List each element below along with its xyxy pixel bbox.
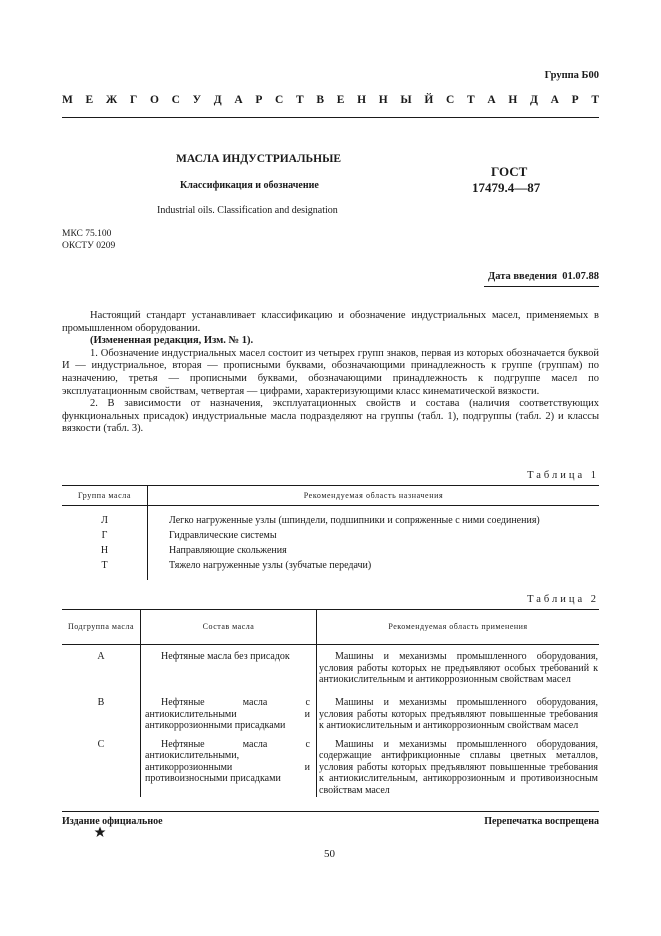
table2-cell-subgroup: С: [62, 733, 141, 798]
document-title: МАСЛА ИНДУСТРИАЛЬНЫЕ: [176, 153, 342, 165]
table-row: [62, 545, 599, 560]
table-2: [62, 609, 599, 797]
table2-cell-composition: [141, 691, 317, 733]
table2-cell-subgroup: В: [62, 691, 141, 733]
table-row: [62, 560, 599, 580]
classification-codes: [62, 228, 115, 252]
table-row: [62, 733, 599, 798]
table1-cell-purpose: Гидравлические системы: [169, 530, 277, 541]
composition-text: Нефтяные масла с антиокислительными и антикоррозионными присадками: [145, 697, 310, 731]
table2-caption: Таблица 2: [527, 594, 599, 605]
table-row: [62, 645, 599, 692]
date-intro-value: 01.07.88: [562, 271, 599, 282]
application-text: Машины и механизмы промышленного оборудования, содержащие антифрикционные сплавы цветных металлов, условия работы которых предъявляют повышенные требования к антиокислительным, антикоррозионным и противоизносным свойствам масел: [319, 738, 598, 796]
gost-label: ГОСТ: [491, 164, 528, 179]
table2-header-row: [62, 610, 599, 645]
mks-code: МКС 75.100: [62, 229, 112, 239]
date-underline: [484, 286, 599, 287]
table2-cell-application: [317, 691, 600, 733]
table2-cell-composition: [141, 645, 317, 692]
table1-cell-purpose: Легко нагруженные узлы (шпиндели, подшипники и сопряженные с ними соединения): [169, 515, 540, 526]
star-icon: [94, 826, 106, 838]
group-label: Группа Б00: [544, 70, 599, 81]
page-number: 50: [324, 848, 335, 860]
standard-header-title: М Е Ж Г О С У Д А Р С Т В Е Н Н Ы Й С Т А Н Д А Р Т: [62, 94, 599, 106]
table2-cell-composition: [141, 733, 317, 798]
table2-header-application: Рекомендуемая область применения: [317, 610, 600, 645]
date-intro-label: Дата введения: [488, 271, 557, 282]
table1-caption: Таблица 1: [527, 470, 599, 481]
reprint-prohibited-label: Перепечатка воспрещена: [484, 816, 599, 827]
table2-cell-application: [317, 645, 600, 692]
composition-text: Нефтяные масла с антиокислительными, антикоррозионными и противоизносными присадками: [145, 738, 310, 784]
table1-header-group: Группа масла: [62, 486, 148, 506]
composition-text: Нефтяные масла без присадок: [161, 651, 290, 662]
official-edition-label: Издание официальное: [62, 816, 163, 827]
date-introduction: [488, 271, 599, 282]
table2-header-composition: Состав масла: [141, 610, 317, 645]
paragraph-amendment: (Измененная редакция, Изм. № 1).: [90, 335, 254, 347]
table1-cell-group: Н: [62, 545, 148, 560]
table-row: [62, 691, 599, 733]
okstu-code: ОКСТУ 0209: [62, 241, 116, 251]
table1-cell-group: Г: [62, 530, 148, 545]
table1-header-row: [62, 486, 599, 506]
application-text: Машины и механизмы промышленного оборудования, условия работы которых не предъявляют особых требований к антиокислительным и антикоррозионным свойствам масел: [319, 651, 598, 685]
table-row: [62, 530, 599, 545]
table1-header-purpose: Рекомендуемая область назначения: [148, 486, 600, 506]
paragraph-1: 1. Обозначение индустриальных масел состоит из четырех групп знаков, первая из которых обозначается буквой И — индустриальное, вторая — прописными буквами, обозначающими принадлежность к группе (группам) по назначению, третья — прописными буквами, обозначающими принадлежность к подгруппе масел по эксплуатационным свойствам, четвертая — цифрами, характеризующими класс кинематической вязкости.: [62, 347, 599, 397]
table2-cell-application: [317, 733, 600, 798]
application-text: Машины и механизмы промышленного оборудования, условия работы которых предъявляют повышенные требования к антиокислительным и антикоррозионным свойствам масел: [319, 697, 598, 731]
document-subtitle: Классификация и обозначение: [180, 180, 319, 191]
table1-cell-group: Т: [62, 560, 148, 580]
paragraph-scope: Настоящий стандарт устанавливает классификацию и обозначение индустриальных масел, применяемых в промышленном оборудовании.: [62, 310, 599, 334]
header-rule: [62, 117, 599, 118]
footer-rule: [62, 811, 599, 812]
table1-cell-purpose: Направляющие скольжения: [169, 545, 287, 556]
table-1: [62, 485, 599, 580]
table1-cell-purpose: Тяжело нагруженные узлы (зубчатые передачи): [169, 560, 372, 571]
table-row: [62, 506, 599, 531]
body-text: [62, 310, 599, 436]
document-english-title: Industrial oils. Classification and designation: [157, 205, 338, 216]
paragraph-2: 2. В зависимости от назначения, эксплуатационных свойств и состава (наличия соответствующих функциональных присадок) индустриальные масла подразделяют на группы (табл. 1), подгруппы (табл. 2) и классы вязкости (табл. 3).: [62, 398, 599, 435]
table2-cell-subgroup: А: [62, 645, 141, 692]
gost-number: 17479.4—87: [472, 180, 541, 195]
table1-cell-group: Л: [62, 506, 148, 531]
table2-header-subgroup: Подгруппа масла: [62, 610, 141, 645]
